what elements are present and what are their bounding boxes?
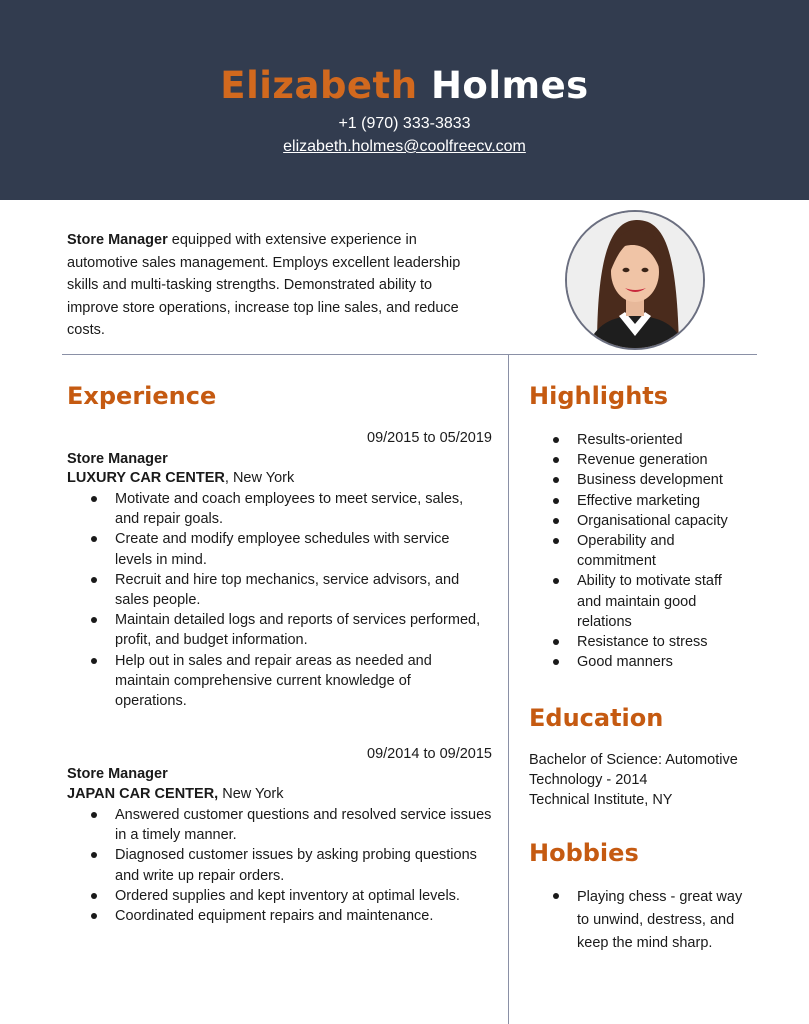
institution: Technical Institute, NY	[529, 792, 673, 808]
list-item: Resistance to stress	[577, 632, 747, 652]
profile-photo	[565, 210, 705, 350]
list-item: Diagnosed customer issues by asking probing questions and write up repair orders.	[115, 845, 495, 885]
list-item: Recruit and hire top mechanics, service advisors, and sales people.	[115, 570, 485, 610]
list-item: Good manners	[577, 652, 747, 672]
job-1-company: LUXURY CAR CENTER	[67, 470, 225, 486]
experience-heading: Experience	[67, 382, 217, 410]
education-heading: Education	[529, 704, 664, 732]
list-item: Answered customer questions and resolved service issues in a timely manner.	[115, 805, 495, 845]
list-item: Effective marketing	[577, 491, 747, 511]
job-1-position: Store Manager	[67, 451, 168, 467]
candidate-name	[0, 64, 809, 108]
list-item: Help out in sales and repair areas as needed and maintain comprehensive current knowledge of operations.	[115, 651, 485, 712]
hobbies-heading: Hobbies	[529, 839, 639, 867]
degree-year: Technology - 2014	[529, 772, 648, 788]
list-item: Operability and commitment	[577, 531, 697, 571]
job-2-location: New York	[218, 786, 284, 802]
job-2-position: Store Manager	[67, 766, 168, 782]
portrait-illustration	[567, 212, 703, 348]
job-2-dates: 09/2014 to 09/2015	[367, 746, 492, 762]
highlights-heading: Highlights	[529, 382, 669, 410]
job-1-duties	[67, 489, 485, 711]
job-2-duties	[67, 805, 495, 926]
list-item: Business development	[577, 470, 747, 490]
summary-role: Store Manager	[67, 232, 168, 248]
job-2-employer	[67, 784, 284, 804]
list-item: Ordered supplies and kept inventory at optimal levels.	[115, 886, 495, 906]
horizontal-divider	[62, 354, 757, 355]
job-2-company: JAPAN CAR CENTER,	[67, 786, 219, 802]
list-item: Playing chess - great way to unwind, destress, and keep the mind sharp.	[577, 886, 757, 955]
job-1-employer	[67, 468, 294, 488]
profile-summary	[67, 229, 487, 342]
list-item: Revenue generation	[577, 450, 747, 470]
first-name: Elizabeth	[220, 64, 418, 107]
last-name: Holmes	[430, 64, 589, 107]
degree-line: Bachelor of Science: Automotive	[529, 752, 738, 768]
list-item: Organisational capacity	[577, 511, 747, 531]
vertical-divider	[508, 355, 509, 1024]
email-link[interactable]: elizabeth.holmes@coolfreecv.com	[283, 138, 526, 155]
hobbies-list	[529, 886, 757, 955]
list-item: Maintain detailed logs and reports of services performed, profit, and budget information.	[115, 610, 485, 650]
list-item: Motivate and coach employees to meet service, sales, and repair goals.	[115, 489, 485, 529]
job-1-dates: 09/2015 to 05/2019	[367, 430, 492, 446]
list-item: Results-oriented	[577, 430, 747, 450]
list-item: Ability to motivate staff and maintain good relations	[577, 571, 737, 632]
phone-number: +1 (970) 333-3833	[338, 115, 471, 132]
header-banner	[0, 0, 809, 200]
job-1-location: , New York	[224, 470, 295, 486]
highlights-list	[529, 430, 747, 672]
education-details	[529, 750, 759, 810]
summary-text: equipped with extensive experience in automotive sales management. Employs excellent leadership skills and multi-tasking strengths. Demonstrated ability to improve store operations, increase top line sales, and reduce costs.	[67, 232, 461, 339]
list-item: Create and modify employee schedules with service levels in mind.	[115, 529, 485, 569]
list-item: Coordinated equipment repairs and maintenance.	[115, 906, 495, 926]
